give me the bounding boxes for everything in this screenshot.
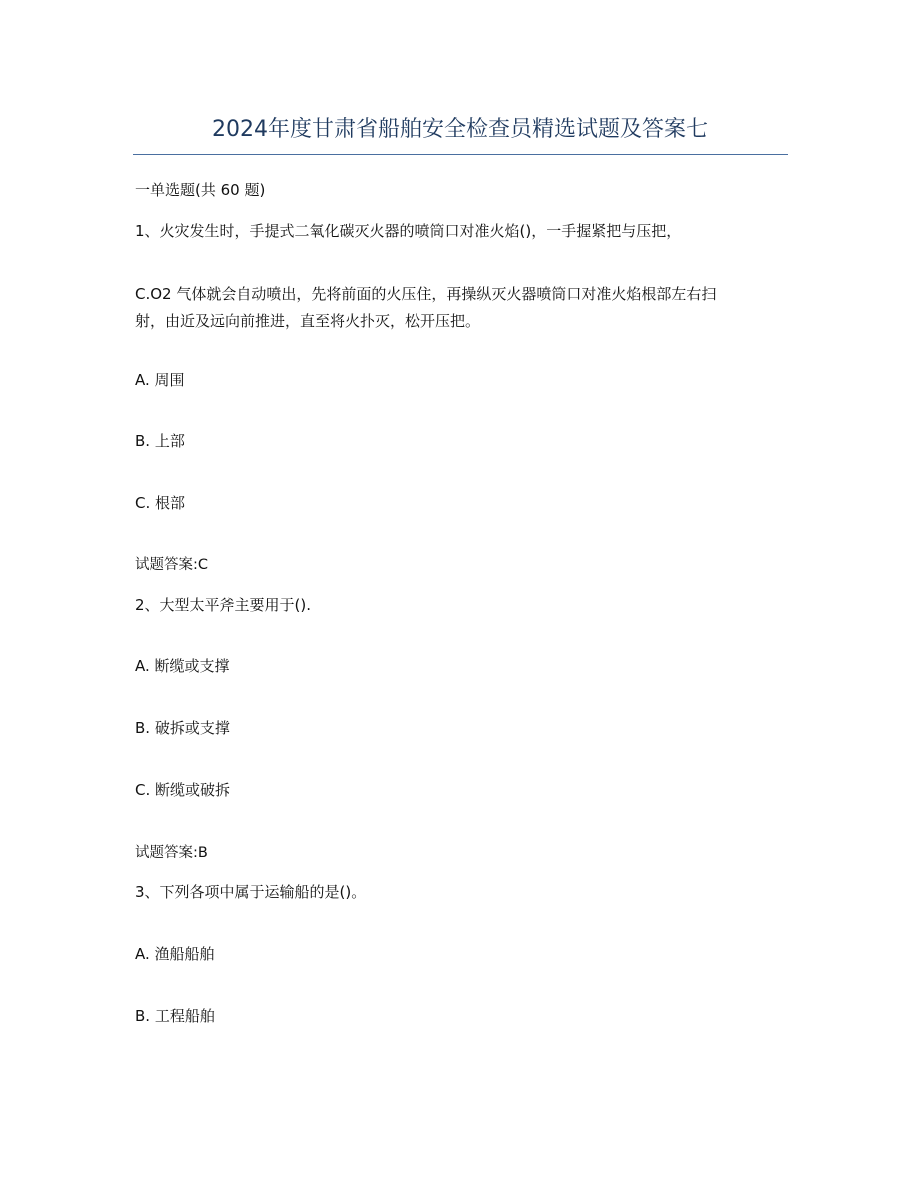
question-1-stem: 1、火灾发生时，手提式二氧化碳灭火器的喷筒口对准火焰()，一手握紧把与压把，	[135, 222, 682, 240]
question-1-option-a: A. 周围	[135, 371, 185, 389]
question-2-option-a: A. 断缆或支撑	[135, 657, 230, 675]
question-1-answer: 试题答案:C	[135, 557, 209, 573]
question-2-option-c: C. 断缆或破拆	[135, 781, 231, 799]
question-3-stem: 3、下列各项中属于运输船的是()。	[135, 883, 367, 901]
section-heading: 一单选题(共 60 题)	[135, 181, 266, 199]
page-title: 2024年度甘肃省船舶安全检查员精选试题及答案七	[212, 117, 708, 142]
question-1-option-c: C. 根部	[135, 494, 186, 512]
question-3-option-a: A. 渔船船舶	[135, 945, 215, 963]
question-1-text-line-2: 射，由近及远向前推进，直至将火扑灭，松开压把。	[135, 312, 481, 330]
question-2-stem: 2、大型太平斧主要用于().	[135, 596, 312, 614]
question-2-answer: 试题答案:B	[135, 845, 208, 861]
question-1-option-b: B. 上部	[135, 432, 185, 450]
question-2-option-b: B. 破拆或支撑	[135, 719, 230, 737]
title-divider	[133, 154, 788, 155]
question-3-option-b: B. 工程船舶	[135, 1007, 215, 1025]
question-1-text-line-1: C.O2 气体就会自动喷出，先将前面的火压住，再操纵灭火器喷筒口对准火焰根部左右扫	[135, 285, 717, 303]
